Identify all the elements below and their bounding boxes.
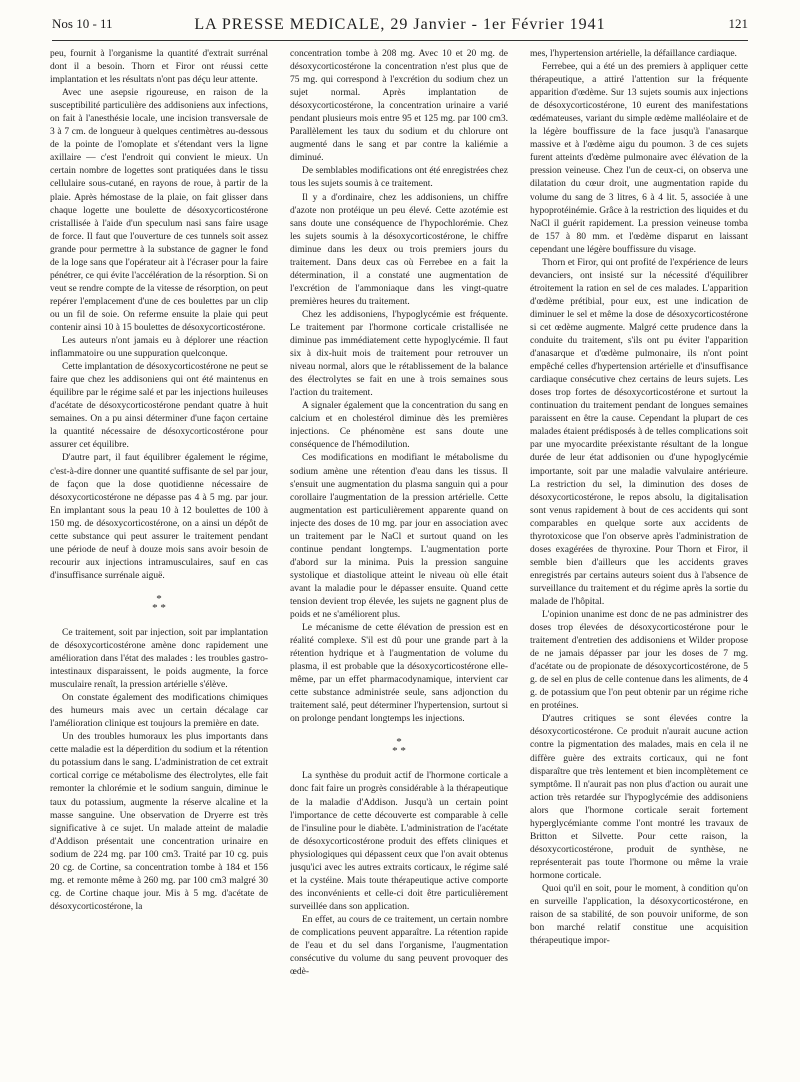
section-separator-asterisks: * * * bbox=[392, 736, 406, 758]
paragraph: La synthèse du produit actif de l'hormone corticale a donc fait faire un progrès considérable à la thérapeutique de la maladie d'Addison. Jusqu'à un certain point l'importance de cette découverte est comparable à celle de l'insuline pour le diabète. L'administration de l'acétate de désoxycorticostérone produit des effets cliniques et physiologiques qui dépassent ceux que l'on avait obtenus jusqu'ici avec les autres extraits corticaux, le régime salé et la cystéine. Mais toute thérapeutique active comporte des inconvénients et celle-ci doit être particulièrement surveillée dans son application. bbox=[290, 771, 508, 912]
paragraph: Il y a d'ordinaire, chez les addisoniens, un chiffre d'azote non protéique un peu élevé. Cette azotémie est sans doute une conséquence de l'hypochlorémie. Chez les sujets soumis à la désoxycorticostérone, le chiffre diminue dans les deux ou trois premiers jours du traitement. Dans deux cas où Ferrebee en a fait la détermination, il a constaté une augmentation de l'excrétion de l'ammoniaque dans les vingt-quatre premières heures du traitement. bbox=[290, 192, 508, 307]
paragraph: Thorn et Firor, qui ont profité de l'expérience de leurs devanciers, ont insisté sur la nécessité d'équilibrer étroitement la ration en sel de ces malades. L'apparition d'œdème prétibial, pour eux, est une indication de diminuer le sel et même la dose de désoxycorticostérone si cet œdème augmente. Malgré cette prudence dans la conduite du traitement, s'ils ont pu éviter l'apparition d'anasarque et d'œdème pulmonaire, ils n'ont point empêché celles d'hypertension artérielle et d'insuffisance cardiaque consécutive chez certains de leurs sujets. Les doses trop fortes de désoxycorticostérone et surtout la continuation du traitement pendant de longues semaines paraissent en être la cause. Cependant la plupart de ces malades étaient prédisposés à de telles complications soit par une myocardite préexistante résultant de la longue durée de leur état addisonien ou d'une hypoglycémie importante, soit par une maladie valvulaire antérieure. La restriction du sel, la diminution des doses de désoxycorticostérone, le repos absolu, la digitalisation sont venus rapidement à bout de ces accidents qui sont comparables en quelque sorte aux accidents de thyrotoxicose que l'on observe après l'administration de doses exagérées de thyroxine. Pour Thorn et Firor, il semble bien d'ailleurs que les accidents graves enregistrés par certains auteurs soient dus à l'absence de surveillance du traitement et du régime après la sortie du malade de l'hôpital. bbox=[530, 257, 748, 607]
paragraph: D'autres critiques se sont élevées contre la désoxycorticostérone. Ce produit n'aurait aucune action contre la pigmentation des malades, mais en cela il ne diffère guère des extraits corticaux, qui ne font disparaître que très lentement et bien incomplètement ce symptôme. Il n'aurait pas non plus d'action ou aurait une action très retardée sur l'hypoglycémie des addisoniens alors que l'hormone corticale serait fortement hyperglycémiante comme l'ont montré les travaux de Britton et Silvette. Pour cette raison, la désoxycorticostérone, produit de synthèse, ne représenterait pas toute l'hormone ou même la vraie hormone corticale. bbox=[530, 714, 748, 881]
paragraph: peu, fournit à l'organisme la quantité d'extrait surrénal dont il a besoin. Thorn et Firor ont réussi cette implantation et les résultats n'ont pas déçu leur attente. bbox=[50, 49, 268, 86]
paragraph: Ferrebee, qui a été un des premiers à appliquer cette thérapeutique, a attiré l'attention sur la fréquente apparition d'œdème. Sur 13 sujets soumis aux injections de désoxycorticostérone, 10 eurent des manifestations œdémateuses, variant du simple œdème malléolaire et de la légère bouffissure de la face jusqu'à l'anasarque massive et à l'œdème aigu du poumon. 3 de ces sujets furent atteints d'œdème pulmonaire avec élévation de la pression veineuse. Chez l'un de ceux-ci, on observa une dilatation du cœur droit, une augmentation rapide du volume du sang de 3 litres, 6 à 4 lit. 5, associée à une hypoprotéinémie. Grâce à la restriction des liquides et du NaCl il guérit rapidement. La pression veineuse tomba de 157 à 80 mm. et l'œdème disparut en laissant cependant une légère bouffissure du visage. bbox=[530, 62, 748, 255]
paragraph: Ces modifications en modifiant le métabolisme du sodium amène une rétention d'eau dans les tissus. Il s'ensuit une augmentation du plasma sanguin qui a pour corollaire l'augmentation de la pression artérielle. Cette augmentation est particulièrement apparente quand on injecte des doses de 10 mg. par jour en association avec un traitement par le NaCl et surtout quand on les continue pendant longtemps. L'augmentation porte d'abord sur la minima. Puis la pression sanguine systolique et diastolique atteint le niveau où elle était avant la maladie pour le dépasser ensuite. Quand cette tension devient trop élevée, les sujets ne gagnent plus de poids et ne s'améliorent plus. bbox=[290, 453, 508, 621]
paragraph: Un des troubles humoraux les plus importants dans cette maladie est la déperdition du sodium et la rétention du potassium dans le sang. L'administration de cet extrait cortical corrige ce métabolisme des électrolytes, elle fait remonter la chlorémie et le sodium sanguin, diminue le taux du potassium, augmente la réserve alcaline et la masse sanguine. Une observation de Dryerre est très significative à ce sujet. Un malade atteint de maladie d'Addison présentait une concentration urinaire en sodium de 224 mg. par 100 cm3. Traité par 10 cg. puis 20 cg. de Cortine, sa concentration tombe à 184 et 156 mg. et remonte même à 260 mg. par 100 cm3 malgré 30 cg. de Cortine chaque jour. Mis à 5 mg. d'acétate de désoxycorticostérone, la bbox=[50, 732, 268, 912]
paragraph: Chez les addisoniens, l'hypoglycémie est fréquente. Le traitement par l'hormone corticale cristallisée ne diminue pas immédiatement cette hypoglycémie. Il faut six à dix-huit mois de traitement pour retrouver un niveau normal, alors que le rétablissement de la balance des électrolytes se fait en une à trois semaines sous l'action du traitement. bbox=[290, 309, 508, 399]
paragraph: concentration tombe à 208 mg. Avec 10 et 20 mg. de désoxycorticostérone la concentration n'est plus que de 75 mg. qui correspond à l'excrétion du sodium chez un sujet normal. Après implantation de désoxycorticostérone, la concentration urinaire a varié pendant plusieurs mois entre 95 et 125 mg. par 100 cm3. Parallèlement les taux du sodium et du chlorure ont augmenté dans le sang et par contre la kaliémie a diminué. bbox=[290, 49, 508, 164]
article-columns bbox=[50, 48, 748, 1062]
page-header bbox=[52, 14, 748, 41]
journal-title-date: LA PRESSE MEDICALE, 29 Janvier - 1er Février 1941 bbox=[194, 16, 606, 33]
paragraph: Les auteurs n'ont jamais eu à déplorer une réaction inflammatoire ou une suppuration quelconque. bbox=[50, 336, 268, 360]
column-right bbox=[530, 48, 748, 1062]
page-number: 121 bbox=[728, 16, 748, 31]
paragraph: Quoi qu'il en soit, pour le moment, à condition qu'on en surveille l'application, la désoxycorticostérone, en raison de sa stabilité, de son pouvoir uniforme, de son bon marché relatif constitue une acquisition thérapeutique impor- bbox=[530, 884, 748, 947]
paragraph: On constate également des modifications chimiques des humeurs mais avec un certain décalage car l'amélioration clinique est toujours la première en date. bbox=[50, 693, 268, 730]
paragraph: A signaler également que la concentration du sang en calcium et en cholestérol diminue dès les premières injections. Ce phénomène est sans doute une conséquence de l'hémodilution. bbox=[290, 401, 508, 451]
column-middle bbox=[290, 48, 508, 1062]
paragraph: En effet, au cours de ce traitement, un certain nombre de complications peuvent apparaître. La rétention rapide de l'eau et du sel dans l'organisme, l'augmentation consécutive du volume du sang peuvent provoquer des œdè- bbox=[290, 914, 508, 978]
paragraph: mes, l'hypertension artérielle, la défaillance cardiaque. bbox=[530, 49, 737, 59]
paragraph: D'autre part, il faut équilibrer également le régime, c'est-à-dire donner une quantité suffisante de sel par jour, de façon que la dose quotidienne nécessaire de désoxycorticostérone ne dépasse pas 4 à 5 mg. par jour. En implantant sous la peau 10 à 12 boulettes de 100 à 150 mg. de désoxycorticostérone, on a ainsi un dépôt de cette substance qui peut assurer le traitement pendant une période de neuf à douze mois sans avoir besoin de recourir aux injections intramusculaires, sauf en cas d'insuffisance surrénale aiguë. bbox=[50, 453, 268, 581]
issue-number: Nos 10 - 11 bbox=[52, 16, 113, 31]
paragraph: De semblables modifications ont été enregistrées chez tous les sujets soumis à ce traitement. bbox=[290, 166, 508, 190]
column-left bbox=[50, 48, 268, 1062]
paragraph: Le mécanisme de cette élévation de pression est en réalité complexe. S'il est dû pour une grande part à la rétention hydrique et à l'augmentation de volume du plasma, il est probable que la désoxycorticostérone elle-même, par un effet pharmacodynamique, intervient car cette substance administrée seule, sans adjonction du traitement salé, peut déterminer l'hypertension, surtout si on prolonge pendant longtemps les injections. bbox=[290, 623, 508, 725]
paragraph: Avec une asepsie rigoureuse, en raison de la susceptibilité particulière des addisoniens aux infections, on fait à l'anesthésie locale, une incision transversale de 3 à 7 cm. de longueur à quelques centimètres au-dessous de la pointe de l'omoplate et s'étendant vers la ligne axillaire — c'est l'endroit qui convient le mieux. Un certain nombre de logettes sont pratiquées dans le tissu cellulaire sous-cutané, en rayons de roue, à partir de la plaie. Après hémostase de la plaie, on fait glisser dans chaque logette une boulette de désoxycorticostérone cristallisée à l'aide d'un speculum nasi sans faire usage de force. Il faut que l'ouverture de ces tunnels soit assez grande pour permettre à la substance de gagner le fond de la loge sans que l'opérateur ait à l'écraser pour la faire pénétrer, ce qui évite l'accélération de la résorption. Si on veut se rendre compte de la vitesse de résorption, on peut repérer l'emplacement d'une de ces boulettes par un clip ou un fil de soie. On referme ensuite la plaie qui peut contenir ainsi 10 à 15 boulettes de désoxycorticostérone. bbox=[50, 88, 268, 333]
section-separator-asterisks: * * * bbox=[152, 592, 166, 614]
paragraph: L'opinion unanime est donc de ne pas administrer des doses trop élevées de désoxycorticostérone pour le traitement d'entretien des addisoniens et Wilder propose de ne jamais dépasser par jour les doses de 7 mg. d'acétate ou de propionate de désoxycorticostérone, de 5 g. de sel en plus de celle contenue dans les aliments, de 4 g. de potassium que l'on peut obtenir par un régime riche en protéines. bbox=[530, 610, 748, 712]
paragraph: Ce traitement, soit par injection, soit par implantation de désoxycorticostérone amène donc rapidement une amélioration dans l'état des malades : les troubles gastro-intestinaux disparaissent, le poids augmente, la force musculaire renaît, la pression artérielle s'élève. bbox=[50, 627, 268, 691]
paragraph: Cette implantation de désoxycorticostérone ne peut se faire que chez les addisoniens qui ont été maintenus en équilibre par le régime salé et par les injections huileuses d'acétate de désoxycorticostérone pendant quatre à huit semaines. On a pu ainsi déterminer d'une façon certaine la quantité nécessaire de désoxycorticostérone pour assurer cet équilibre. bbox=[50, 362, 268, 451]
